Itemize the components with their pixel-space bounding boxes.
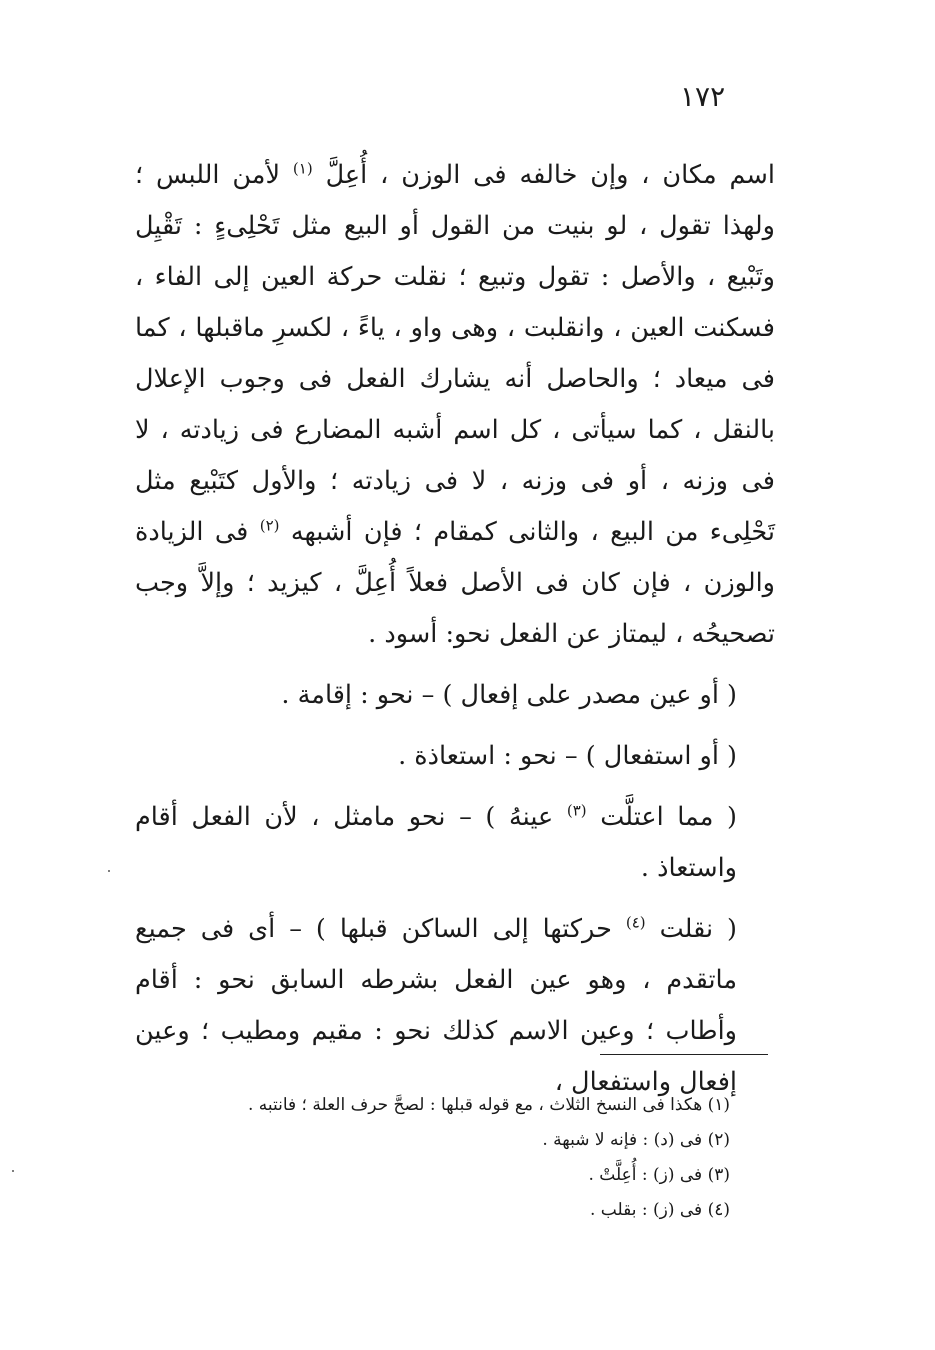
- paragraph-1-text-c: فى الزيادة والوزن ، فإن كان فى الأصل فعلاً أُعِلَّ ، كيزيد ؛ وإلاَّ وجب تصحيحُه ، ليمتاز عن الفعل نحو: أسود .: [135, 517, 775, 649]
- paragraph-5-text-b: حركتها إلى الساكن قبلها ) – أى فى جميع ماتقدم ، وهو عين الفعل بشرطه السابق نحو : أقام وأطاب ؛ وعين الاسم كذلك نحو : مقيم ومطيب ؛ وعين إفعال واستفعال ،: [135, 914, 737, 1097]
- page-number: ١٧٢: [680, 80, 726, 113]
- footnote-separator: [600, 1054, 768, 1055]
- paragraph-2-text: ( أو عين مصدر على إفعال ) – نحو : إقامة .: [281, 680, 737, 710]
- scan-speck: [108, 870, 110, 872]
- paragraph-1-text-b: لأمن اللبس ؛ ولهذا تقول ، لو بنيت من القول أو البيع مثل تَحْلِىءٍ : تَقْيِل وتَبْيع ، والأصل : تقول وتبيع ؛ نقلت حركة العين إلى الفاء ، فسكنت العين ، وانقلبت ، وهى واو ، ياءً ، لكسرِ ماقبلها ، كما فى ميعاد ؛ والحاصل أنه يشارك الفعل فى وجوب الإعلال بالنقل ، كما سيأتى ، كل اسم أشبه المضارع فى زيادته ، لا فى وزنه ، أو فى وزنه ، لا فى زيادته ؛ والأول كتَبْيع مثل تَحْلِىء من البيع ، والثانى كمقام ؛ فإن أشبهه: [135, 160, 775, 547]
- paragraph-5: [135, 904, 775, 1108]
- paragraph-3-text: ( أو استفعال ) – نحو : استعاذة .: [398, 741, 737, 771]
- paragraph-1-text-a: اسم مكان ، وإن خالفه فى الوزن ، أُعِلَّ: [312, 160, 775, 190]
- footnote-2: (٢) فى (د) : فإنه لا شبهة .: [542, 1130, 730, 1150]
- footnote-ref-1: (١): [292, 159, 313, 178]
- paragraph-2: [135, 670, 775, 721]
- main-text: [135, 150, 775, 1108]
- footnote-ref-3: (٣): [566, 801, 587, 820]
- paragraph-1: [135, 150, 775, 660]
- paragraph-5-text-a: ( نقلت: [645, 914, 738, 944]
- footnote-3: (٣) فى (ز) : أُعِلَّتْ .: [588, 1165, 730, 1185]
- footnotes: [130, 1088, 730, 1228]
- paragraph-4-text-b: عينهُ ) – نحو مامثل ، لأن الفعل أقام واستعاذ .: [135, 802, 737, 883]
- paragraph-4: [135, 792, 775, 894]
- footnote-ref-2: (٢): [259, 516, 280, 535]
- footnote-4: (٤) فى (ز) : بقلب .: [590, 1200, 730, 1220]
- paragraph-3: [135, 731, 775, 782]
- footnote-1: (١) هكذا فى النسخ الثلاث ، مع قوله قبلها : لصحَّ حرف العلة ؛ فانتبه .: [247, 1095, 730, 1115]
- scan-speck: [12, 1170, 14, 1172]
- paragraph-4-text-a: ( مما اعتلَّت: [586, 802, 737, 832]
- footnote-ref-4: (٤): [625, 913, 646, 932]
